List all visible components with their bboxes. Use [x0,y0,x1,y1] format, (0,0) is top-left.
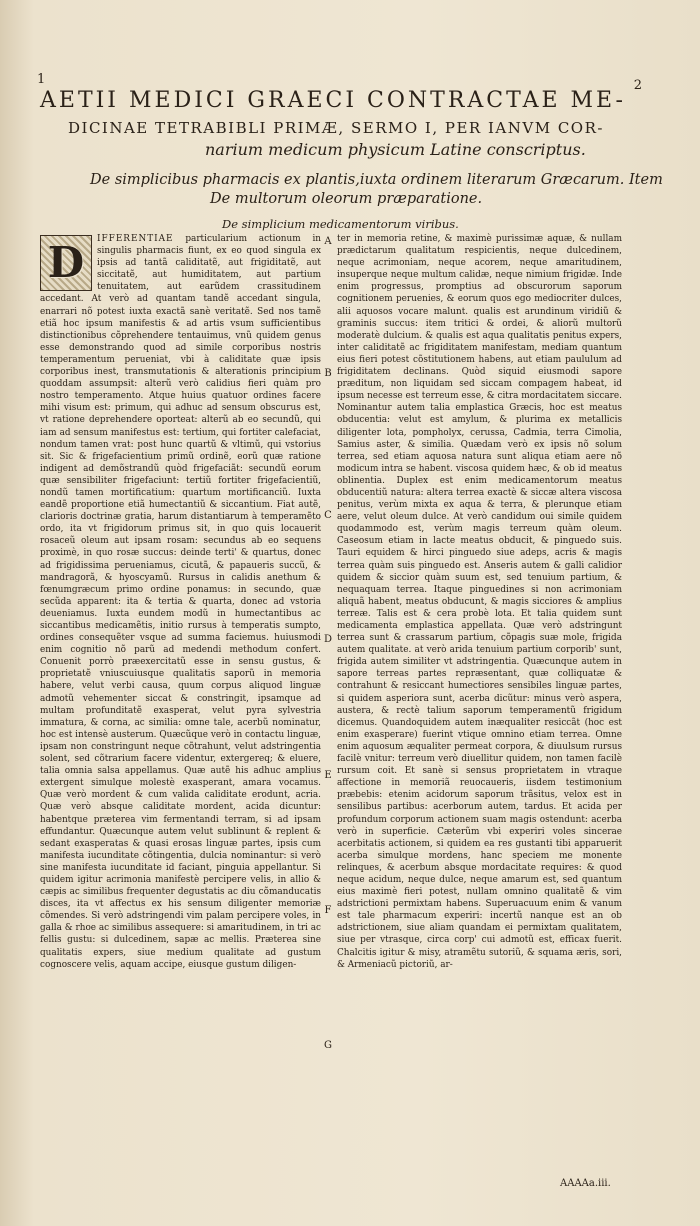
title-line-3: narium medicum physicum Latine conscriptus. [205,140,586,159]
initial-letter-glyph: D [47,237,85,287]
subtitle-line-1: De simplicibus pharmacis ex plantis,iuxta ordinem literarum Græcarum. Item [90,172,663,188]
margin-letter-f: F [324,905,332,916]
title-line-1: AETII MEDICI GRAECI CONTRACTAE ME- [40,88,626,113]
right-column [337,233,622,1173]
margin-letter-b: B [324,368,332,379]
margin-letter-c: C [324,510,332,521]
margin-letter-a: A [324,236,332,247]
subtitle-line-2: De multorum oleorum præparatione. [210,191,483,207]
margin-letter-d: D [323,634,333,645]
section-heading: De simplicium medicamentorum viribus. [222,217,459,231]
decorated-initial-letter [40,235,92,291]
margin-letter-e: E [324,770,332,781]
signature-mark: AAAAa.iii. [560,1178,611,1189]
left-column-text: particularium actionum in singulis pharmacis fiunt, ex eo quod singula ex ipsis ad tantã caliditatẽ, aut frigiditatẽ, aut siccitatẽ, aut humiditatem, aut partium tenuitatem, aut earũdem crassitudinem accedant. At verò ad quantam tandẽ accedant singula, enarrari nõ potest iuxta exactã sanè veritatẽ. Sed nos tamẽ etiã hoc ipsum manifestis & ad artis vsum sufficientibus distinctionibus cõprehendere tentauimus, vnũ quidem genus esse demonstrando quod ad simile corporibus nostris temperamentum perueniat, vbi à caliditate quæ ipsis corporibus inest, transmutationis & alterationis principium quoddam assumpsit: alterũ verò calidius fieri quàm pro nostro temperamento. Atque huius quatuor ordines facere mihi visum est: primum, qui adhuc ad sensum obscurus est, vt ratione deprehendere oporteat: alterũ ab eo secundũ, qui iam ad sensum manifestus est: tertium, qui fortiter calefaciat, nondum tamen vrat: post hunc quartũ & vltimũ, qui vstorius sit. Sic & frigefacientium primũ ordinẽ, eorũ quæ ratione indigent ad demõstrandũ quòd frigefaciãt: secundũ eorum quæ sensibiliter frigefaciunt: tertiũ fortiter frigefacientiũ, nondũ tamen mortificatium: quartum mortificanciũ. Iuxta eandẽ proportione etiã humectantiũ & siccantium. Fiat autẽ, clarioris doctrinæ gratia, harum distantiarum à temperamẽto ordo, ita vt frigidorum primus sit, in quo quis locauerit rosaceũ oleum aut ipsam rosam: secundus ab eo sequens proximè, in quo rosæ succus: deinde terti' & quartus, donec ad frigidissima perueniamus, cicutã, & papaueris succũ, & mandragorã, & hyoscyamũ. Rursus in calidis anethum & fœnumgræcum primo ordine ponamus: in secundo, quæ secũda apparent: ita & tertia & quarta, donec ad vstoria deueniamus. Iuxta eundem modũ in humectantibus ac siccantibus medicamẽtis, initio rursus à temperatis sumpto, ordines consequẽter vsque ad summa faciemus. huiusmodi enim cognitio nõ parũ ad medendi methodum confert. Conuenit porrò præexercitatũ esse in sensu gustus, & proprietatẽ vniuscuiusque qualitatis saporũ in memoria habere, velut verbi causa, quum corpus aliquod linguæ admotũ vehementer siccat & constringit, ipsamque ad multam profunditatẽ exasperat, velut pyra sylvestria immatura, & corna, ac similia: omne tale, acerbũ nominatur, hoc est intensè austerum. Quæcũque verò in contactu linguæ, ipsam non constringunt neque cõtrahunt, velut adstringentia solent, sed cõtrarium facere videntur, extergereq; & eluere, talia omnia salsa appellamus. Quæ autẽ his adhuc amplius extergent simulque molestè exasperant, amara vocamus. Quæ verò mordent & cum valida caliditate erodunt, acria. Quæ verò absque caliditate mordent, acida dicuntur: habentque præterea vim fermentandi terram, si ad ipsam effundantur. Quæcunque autem velut sublinunt & replent & sedant exasperatas & quasi erosas linguæ partes, ipsis cum manifesta iucunditate cõtingentia, dulcia nominantur: si verò sine manifesta iucunditate id faciant, pinguia appellantur. Si quidem igitur acrimonia manifestè percipere velis, in allio & cæpis ac similibus frequenter degustatis ac diu cõmanducatis disces, ita vt affectus ex his sensum diligenter memoriæ cõmendes. Si verò adstringendi vim palam percipere voles, in galla & rhoe ac similibus assequere: si amaritudinem, in tri ac fellis gustu: si dulcedinem, sapæ ac mellis. Præterea sine qualitatis expers, siue medium qualitate ad gustum cognoscere velis, aquam accipe, eiusque gustum diligen- [40,234,321,970]
folio-number-left: 1 [37,72,46,87]
folio-number-right: 2 [633,78,642,93]
left-column [40,233,321,1173]
title-line-2: DICINAE TETRABIBLI PRIMÆ, SERMO I, PER IANVM COR- [68,119,604,137]
opening-word: IFFERENTIAE [97,234,174,244]
margin-letter-g: G [324,1040,332,1051]
right-column-text: ter in memoria retine, & maximè purissimæ aquæ, & nullam prædictarum qualitatum respicientis, neque dulcedinem, neque acrimoniam, neque acorem, neque amaritudinem, insuperque neque multum calidæ, neque nimium frigidæ. Inde enim progressus, promptius ad obscurorum saporum cognitionem peruenies, & eorum quos ego mediocriter dulces, alii aquosos vocare malunt. qualis est arundinum viridiũ & graminis succus: item tritici & ordei, & aliorũ multorũ moderatè dulcium. & qualis est aqua qualitatis penitus expers, inter caliditatẽ ac frigiditatem manifestam, mediam quantum eius fieri potest cõstitutionem habens, aut etiam paululum ad frigiditatem declinans. Quòd siquid eiusmodi sapore præditum, non liquidam sed siccam compagem habeat, id ipsum necesse est terreum esse, & citra mordacitatem siccare. Nominantur autem talia emplastica Græcis, hoc est meatus obducentia: velut est amylum, & plurima ex metallicis diligenter lota, pompholyx, cerussa, Cadmia, terra Cimolia, Samius aster, & similia. Quædam verò ex ipsis nõ solum terrea, sed etiam aquosa natura sunt aliqua etiam aere nõ modicum intra se habent. viscosa quidem hæc, & ob id meatus oblinentia. Duplex est enim medicamentorum meatus obducentiũ natura: altera terrea exactè & siccæ altera viscosa penitus, verùm mixta ex aqua & terra, & plerunque etiam aere, velut oleum dulce. At verò candidum oui simile quidem quodammodo est, verùm magis terreum quàm oleum. Caseosum etiam in lacte meatus obducit, & pinguedo suis. Tauri equidem & hirci pinguedo siue adeps, acris & magis terrea quàm suis pinguedo est. Anseris autem & galli calidior quidem & siccior quàm suum est, sed tenuium partium, & nequaquam terrea. Itaque pinguedines si non acrimoniam aliquã habent, meatus obducunt, & magis sicciores & amplius terreæ. Talis est & cera probè lota. Et talia quidem sunt medicamenta emplastica appellata. Quæ verò adstringunt terrea sunt & crassarum partium, cõpagis suæ mole, frigida autem qualitate. at verò arida tenuium partium corporib' sunt, frigida autem similiter vt adstringentia. Quæcunque autem in sapore terreas partes repræsentant, quæ colliquatæ & contrahunt & resiccant humectiores sensibiles linguæ partes, si quidem asperiora sunt, acerba dicũtur: minus verò aspera, austera, & rectè talium saporum temperamentũ frigidum dicemus. Quandoquidem autem inæqualiter resiccãt (hoc est enim exasperare) fuerint vtique omnino etiam terrea. Omne enim aquosum æqualiter permeat corpora, & diuulsum rursus facilè vnitur: terreum verò diuellitur quidem, non tamen facilè rursum coit. Et sanè si sensus proprietatem in vtraque affectione in memoriã reuocaueris, iisdem testimonium præbebis: etenim acidorum saporum trãsitus, velox est in sensilibus partibus: acerborum autem, tardus. Et acida per profundum corporum actionem suam magis ostendunt: acerba verò in superficie. Cæterũm vbi experiri voles sincerae acerbitatis actionem, si quidem ea res gustanti tibi apparuerit acerba simulque mordens, hanc speciem me monente relinques, & acerbum absque mordacitate requires: & quod neque acidum, neque dulce, neque amarum est, sed quantum eius maximè fieri potest, nullam omnino qualitatẽ & vim adstrictioni permixtam habens. Superuacuum enim & vanum est tale pharmacum experiri: incertũ nanque est an ob adstrictionem, siue aliam quandam ei permixtam qualitatem, siue per vtrasque, circa corp' cui admotũ est, efficax fuerit. Chalcitis igitur & misy, atramẽtu sutoriũ, & squama æris, sori, & Armeniacũ pictoriũ, ar- [337,234,622,970]
